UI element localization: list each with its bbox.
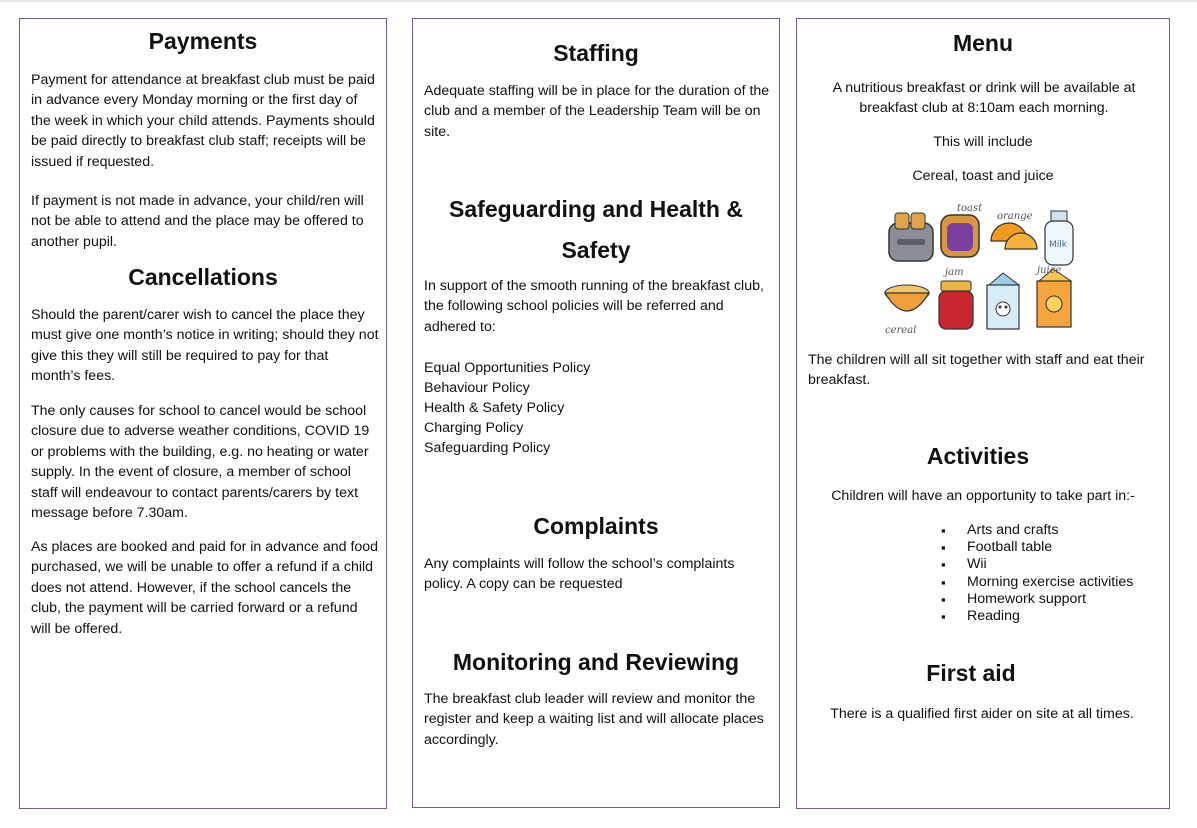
activities-paragraph: Children will have an opportunity to take part in:- [831,488,1135,504]
policy-item: Health & Safety Policy [424,400,565,416]
menu-heading: Menu [952,30,1014,56]
orange-label: orange [997,211,1033,222]
policy-list [424,358,774,458]
first-aid-paragraph: There is a qualified first aider on site at all times. [830,706,1134,722]
breakfast-food-illustration [879,201,1094,336]
safeguarding-paragraph: In support of the smooth running of the breakfast club, the following school policies will be referred and adhered to: [424,278,764,335]
toaster-icon [889,213,933,261]
toast-label: toast [957,203,983,214]
staffing-paragraph: Adequate staffing will be in place for the duration of the club and a member of the Leadership Team will be on site. [424,83,770,140]
milk-bottle-icon [1045,211,1073,265]
middle-panel [412,18,780,808]
milk-label: Milk [1049,240,1067,250]
first-aid-heading: First aid [926,660,1016,686]
jam-jar-icon [939,267,973,329]
list-item: ▪ Homework support [941,591,1161,608]
complaints-paragraph: Any complaints will follow the school’s complaints policy. A copy can be requested [424,556,735,593]
policy-item: Charging Policy [424,420,524,436]
menu-paragraph-2: This will include [933,134,1033,150]
cancellations-paragraph-3: As places are booked and paid for in advance and food purchased, we will be unable to offer a refund if a child does not attend. However, if the school cancels the club, the payment will be carried forward or a refund will be offered. [31,539,379,637]
list-item: ▪ Arts and crafts [941,522,1161,539]
policy-item: Behaviour Policy [424,380,530,396]
list-item: ▪ Morning exercise activities [941,574,1161,591]
cancellations-paragraph-1: Should the parent/carer wish to cancel the place they must give one month’s notice in writing; should they not give this they will still be required to pay for that month’s fees. [31,307,379,385]
juice-label: juice [1037,265,1062,276]
cancellations-paragraph-2: The only causes for school to cancel would be school closure due to adverse weather conditions, COVID 19 or problems with the building, e.g. no heating or water supply. In the event of closure, a member of school staff will endeavour to contact parents/carers by text message before 7.30am. [31,403,370,522]
payments-paragraph-2: If payment is not made in advance, your child/ren will not be able to attend and the place may be offered to another pupil. [31,193,364,250]
safeguarding-heading-line-1: Safeguarding and Health & [449,196,743,222]
menu-paragraph-4: The children will all sit together with staff and eat their breakfast. [808,352,1145,389]
list-item: ▪ Football table [941,539,1161,556]
right-panel [796,18,1170,809]
toast-icon [941,203,983,257]
cancellations-heading: Cancellations [128,264,278,290]
payments-heading: Payments [148,28,258,54]
orange-icon [991,211,1037,249]
list-item: ▪ Reading [941,608,1161,625]
policy-item: Equal Opportunities Policy [424,360,591,376]
monitoring-heading: Monitoring and Reviewing [452,649,740,675]
payments-paragraph-1: Payment for attendance at breakfast club must be paid in advance every Monday morning or the first day of the week in which your child attends. Payments should be paid directly to breakfast club staff; receipts will be issued if requested. [31,72,375,170]
safeguarding-heading-line-2: Safety [561,237,631,263]
cereal-bowl-icon [885,285,929,336]
top-divider [0,0,1197,2]
staffing-heading: Staffing [553,40,639,66]
list-item: ▪ Wii [941,556,1161,573]
monitoring-paragraph: The breakfast club leader will review and monitor the register and keep a waiting list and will allocate places accordingly. [424,691,764,748]
jam-label: jam [945,267,964,278]
activities-list [941,522,1161,625]
cereal-label: cereal [885,325,917,336]
menu-paragraph-1: A nutritious breakfast or drink will be available at breakfast club at 8:10am each morning. [832,80,1136,117]
left-panel [19,18,387,809]
menu-paragraph-3: Cereal, toast and juice [912,168,1054,184]
complaints-heading: Complaints [533,513,659,539]
policy-item: Safeguarding Policy [424,440,551,456]
activities-heading: Activities [926,443,1030,469]
milk-carton-icon [987,273,1019,329]
juice-carton-icon [1035,265,1071,327]
